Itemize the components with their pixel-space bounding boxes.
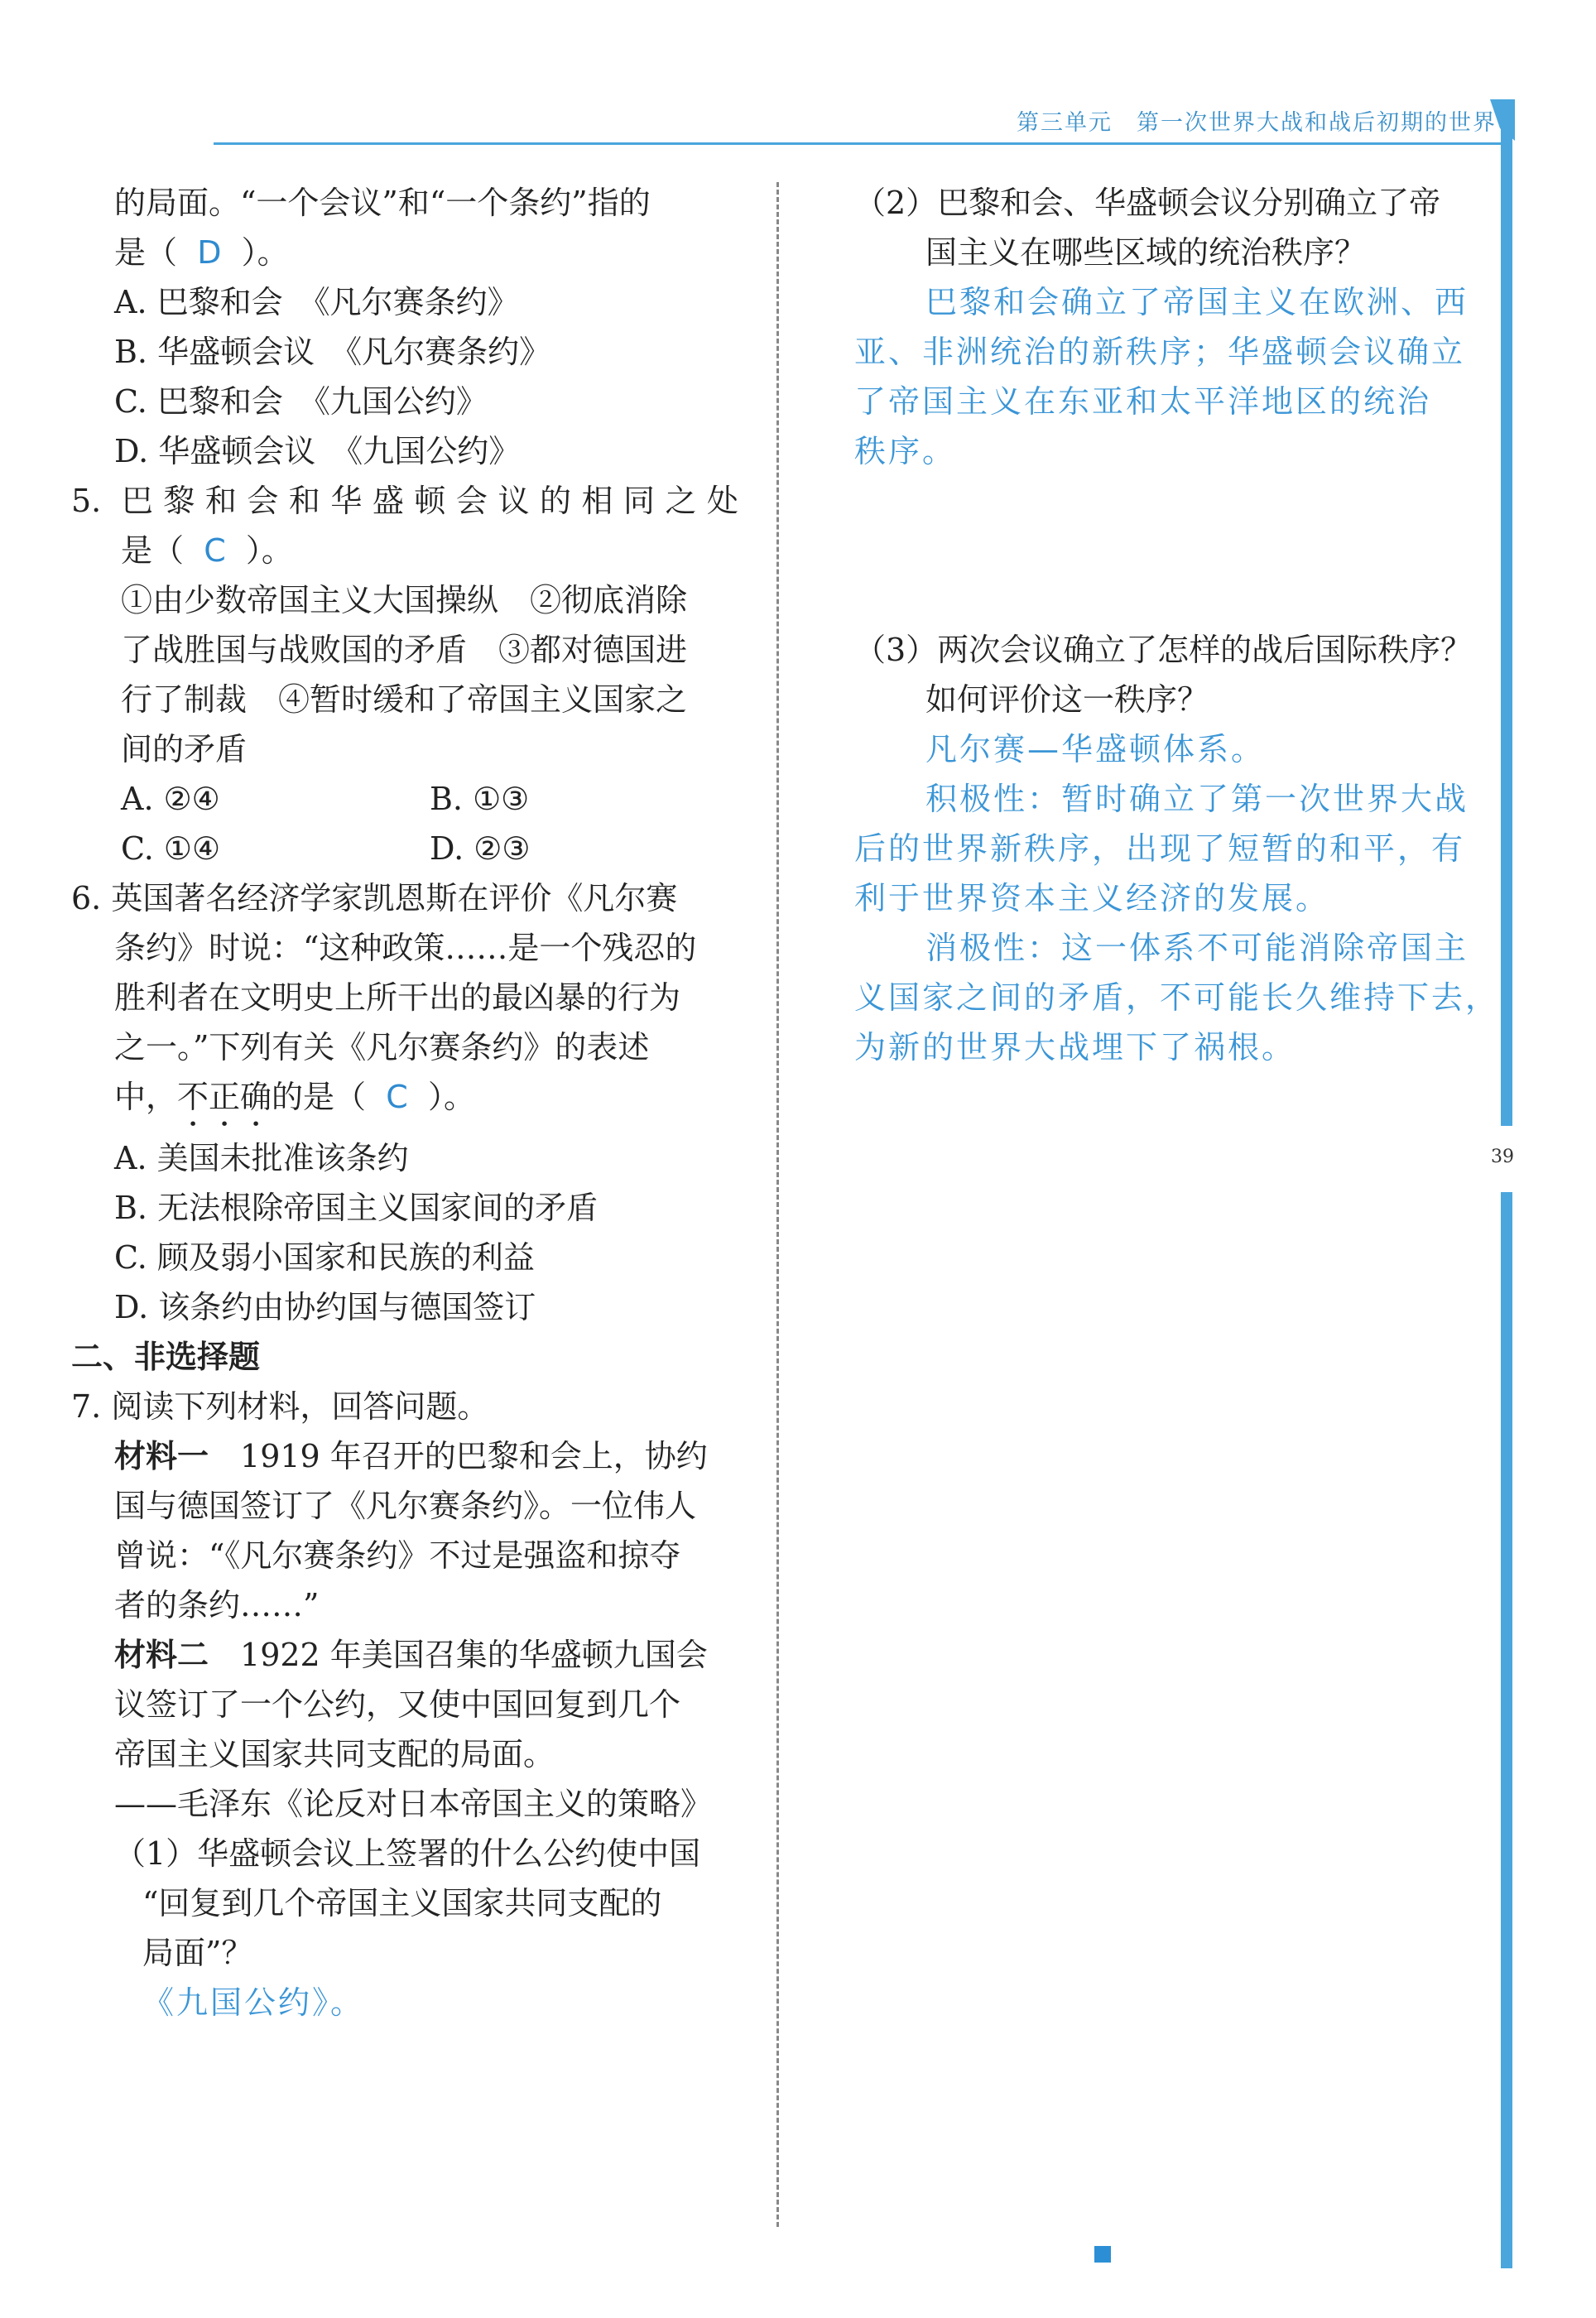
q5-statement: ①由少数帝国主义大国操纵 ②彻底消除 [121, 582, 688, 618]
sub-question-3-cont: 如何评价这一秩序？ [925, 681, 1209, 718]
q4-option-a: A. 巴黎和会 《凡尔赛条约》 [114, 284, 519, 320]
q4-stem-line: 的局面。“一个会议”和“一个条约”指的 [114, 185, 651, 221]
header-rule [214, 142, 1507, 145]
sub-question-2-cont: 国主义在哪些区域的统治秩序？ [925, 234, 1367, 271]
emphasis-text: 不正确 [177, 1079, 272, 1115]
q6-option-c: C. 顾及弱小国家和民族的利益 [114, 1239, 535, 1276]
sub-question-2-answer: 了帝国主义在东亚和太平洋地区的统治 [854, 383, 1432, 420]
right-column [854, 178, 1500, 1072]
material-one: 材料一 1919 年召开的巴黎和会上，协约 [114, 1438, 708, 1474]
q6-option-b: B. 无法根除帝国主义国家间的矛盾 [114, 1190, 598, 1226]
section-heading: 二、非选择题 [71, 1339, 261, 1375]
q5-options-row2 [71, 824, 738, 873]
sub-question-1-cont: “回复到几个帝国主义国家共同支配的 [142, 1885, 662, 1921]
q5-option-a: A. ②④ [121, 781, 220, 817]
q5-stem: 5. 巴黎和会和华盛顿会议的相同之处 [71, 483, 738, 519]
side-bar-top [1501, 99, 1512, 1126]
q5-option-d: D. ②③ [430, 830, 531, 867]
column-divider [776, 182, 779, 2227]
q6-answer: C [386, 1079, 408, 1115]
header-title: 第三单元 第一次世界大战和战后初期的世界 [1017, 110, 1497, 136]
q6-stem: 胜利者在文明史上所干出的最凶暴的行为 [114, 979, 681, 1016]
q6-stem: 条约》时说：“这种政策……是一个残忍的 [114, 930, 697, 966]
sub-question-3-answer: 义国家之间的矛盾，不可能长久维持下去， [854, 979, 1500, 1016]
left-column [71, 178, 738, 2027]
sub-question-3-answer: 为新的世界大战埋下了祸根。 [854, 1029, 1296, 1065]
q6-option-d: D. 该条约由协约国与德国签订 [114, 1289, 536, 1325]
answer-space [854, 476, 1483, 625]
page-number: 39 [1491, 1147, 1514, 1167]
material-one-label: 材料一 [114, 1438, 209, 1474]
q5-statement: 了战胜国与战败国的矛盾 ③都对德国进 [121, 632, 688, 668]
material-one-text: 曾说：“《凡尔赛条约》不过是强盗和掠夺 [114, 1537, 681, 1574]
sub-question-2: （2）巴黎和会、华盛顿会议分别确立了帝 [854, 185, 1441, 221]
q5-option-c: C. ①④ [121, 830, 221, 867]
q4-option-b: B. 华盛顿会议 《凡尔赛条约》 [114, 334, 551, 370]
material-two-text: 议签订了一个公约，又使中国回复到几个 [114, 1686, 681, 1723]
sub-question-2-answer: 巴黎和会确立了帝国主义在欧洲、西 [925, 284, 1469, 320]
material-one-text: 者的条约……” [114, 1587, 320, 1623]
q6-stem: 6. 英国著名经济学家凯恩斯在评价《凡尔赛 [71, 880, 678, 916]
q6-stem: 之一。”下列有关《凡尔赛条约》的表述 [114, 1029, 650, 1065]
material-two-label: 材料二 [114, 1637, 209, 1673]
side-bar-bottom [1501, 1192, 1512, 2268]
q5-answer: C [204, 532, 226, 569]
q5-stem-line2: 是（ C ）。 [121, 532, 293, 569]
q4-answer: D [197, 234, 222, 271]
q6-option-a: A. 美国未批准该条约 [114, 1140, 409, 1176]
bottom-square-marker [1094, 2246, 1111, 2263]
sub-question-3: （3）两次会议确立了怎样的战后国际秩序？ [854, 632, 1473, 668]
q4-stem-line2: 是（ D ）。 [114, 234, 289, 271]
sub-question-3-answer: 利于世界资本主义经济的发展。 [854, 880, 1330, 916]
material-one-text: 国与德国签订了《凡尔赛条约》。一位伟人 [114, 1488, 697, 1524]
material-source: ——毛泽东《论反对日本帝国主义的策略》 [114, 1786, 713, 1822]
q4-option-d: D. 华盛顿会议 《九国公约》 [114, 433, 521, 469]
sub-question-3-answer: 积极性：暂时确立了第一次世界大战 [925, 781, 1469, 817]
sub-question-2-answer: 亚、非洲统治的新秩序；华盛顿会议确立 [854, 334, 1466, 370]
q7-stem: 7. 阅读下列材料，回答问题。 [71, 1388, 489, 1425]
material-two: 材料二 1922 年美国召集的华盛顿九国会 [114, 1637, 708, 1673]
sub-question-1-answer: 《九国公约》。 [142, 1984, 365, 2021]
q6-stem-last: 中，不正确的是（ C ）。 [114, 1079, 475, 1115]
q5-statement: 行了制裁 ④暂时缓和了帝国主义国家之 [121, 681, 688, 718]
q4-option-c: C. 巴黎和会 《九国公约》 [114, 383, 488, 420]
sub-question-1-cont: 局面”？ [142, 1935, 253, 1971]
q5-option-b: B. ①③ [430, 781, 530, 817]
sub-question-3-answer: 后的世界新秩序，出现了短暂的和平，有 [854, 830, 1466, 867]
material-two-text: 帝国主义国家共同支配的局面。 [114, 1736, 555, 1772]
q5-options-row1 [71, 774, 738, 824]
sub-question-3-answer: 凡尔赛—华盛顿体系。 [925, 731, 1266, 767]
q5-statement: 间的矛盾 [121, 731, 248, 767]
sub-question-2-answer: 秩序。 [854, 433, 957, 469]
sub-question-3-answer: 消极性：这一体系不可能消除帝国主 [925, 930, 1469, 966]
sub-question-1: （1）华盛顿会议上签署的什么公约使中国 [114, 1835, 701, 1872]
